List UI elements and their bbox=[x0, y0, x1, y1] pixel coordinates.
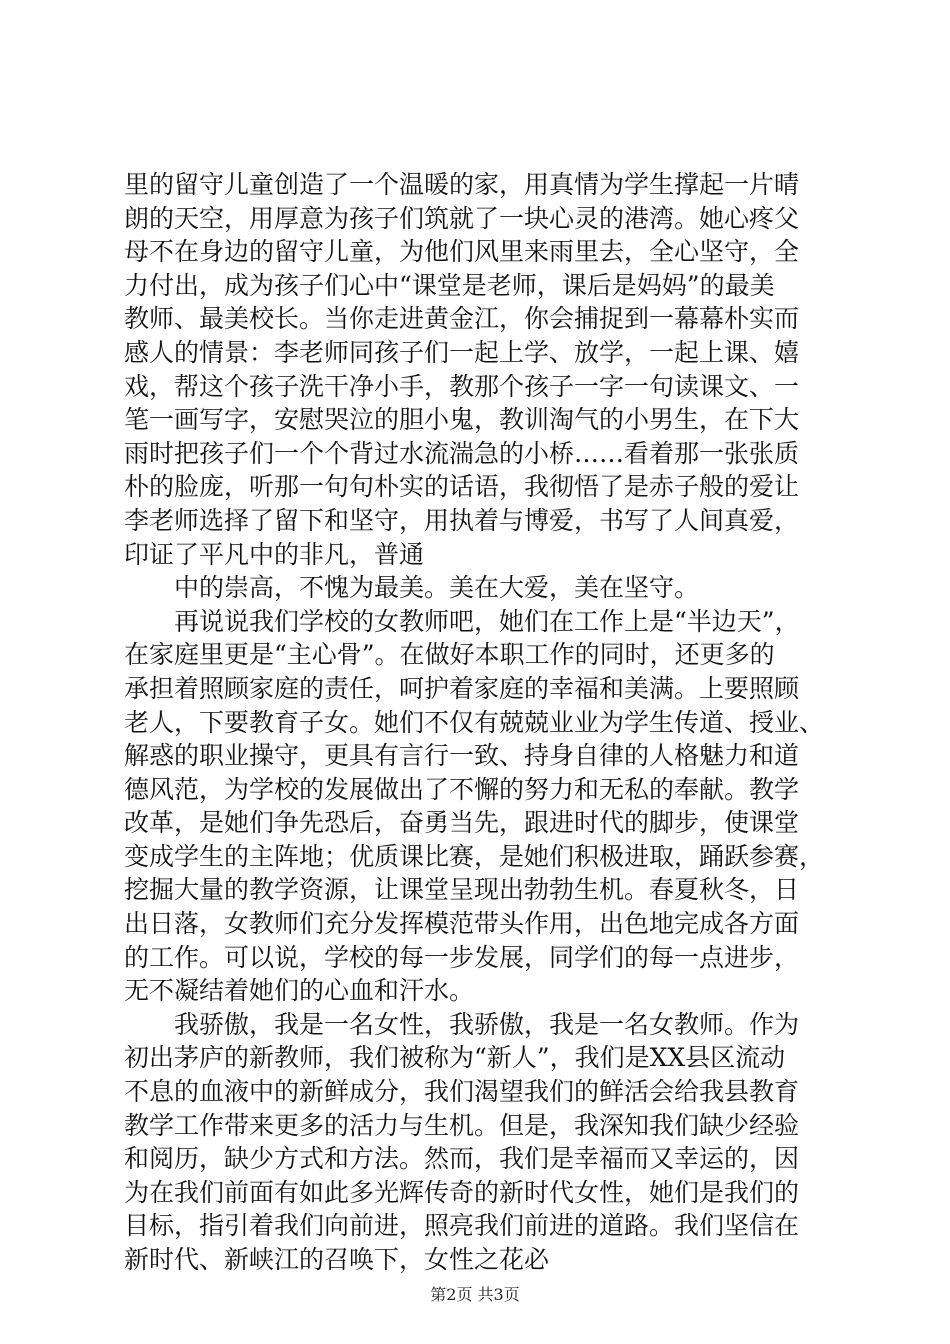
text-line: 老人，下要教育子女。她们不仅有兢兢业业为学生传道、授业、 bbox=[124, 707, 825, 737]
text-line: 解惑的职业操守，更具有言行一致、持身自律的人格魅力和道 bbox=[124, 741, 800, 771]
text-line: 再说说我们学校的女教师吧，她们在工作上是“半边天”， bbox=[174, 606, 800, 636]
text-line: 印证了平凡中的非凡，普通 bbox=[124, 539, 425, 569]
text-line: 教学工作带来更多的活力与生机。但是，我深知我们缺少经验 bbox=[124, 1110, 800, 1140]
text-line: 承担着照顾家庭的责任，呵护着家庭的幸福和美满。上要照顾 bbox=[124, 673, 800, 703]
text-line: 不息的血液中的新鲜成分，我们渴望我们的鲜活会给我县教育 bbox=[124, 1077, 800, 1107]
document-body bbox=[124, 168, 850, 1277]
text-line: 教师、最美校长。当你走进黄金江，你会捕捉到一幕幕朴实而 bbox=[124, 304, 800, 334]
text-line: 改革，是她们争先恐后，奋勇当先，跟进时代的脚步，使课堂 bbox=[124, 808, 800, 838]
text-line: 的工作。可以说，学校的每一步发展，同学们的每一点进步， bbox=[124, 942, 800, 972]
text-line: 中的崇高，不愧为最美。美在大爱，美在坚守。 bbox=[174, 573, 700, 603]
text-line: 无不凝结着她们的心血和汗水。 bbox=[124, 976, 475, 1006]
text-line: 李老师选择了留下和坚守，用执着与博爱，书写了人间真爱， bbox=[124, 505, 800, 535]
text-line: 雨时把孩子们一个个背过水流湍急的小桥……看着那一张张质 bbox=[124, 438, 800, 468]
text-line: 我骄傲，我是一名女性，我骄傲，我是一名女教师。作为 bbox=[174, 1009, 800, 1039]
text-line: 在家庭里更是“主心骨”。在做好本职工作的同时，还更多的 bbox=[124, 640, 775, 670]
text-line: 新时代、新峡江的召唤下，女性之花必 bbox=[124, 1245, 550, 1274]
text-line: 挖掘大量的教学资源，让课堂呈现出勃勃生机。春夏秋冬，日 bbox=[124, 875, 800, 905]
text-line: 和阅历，缺少方式和方法。然而，我们是幸福而又幸运的，因 bbox=[124, 1144, 800, 1174]
text-line: 初出茅庐的新教师，我们被称为“新人”，我们是XX县区流动 bbox=[124, 1043, 786, 1073]
text-line: 母不在身边的留守儿童，为他们风里来雨里去，全心坚守，全 bbox=[124, 237, 800, 267]
text-line: 德风范，为学校的发展做出了不懈的努力和无私的奉献。教学 bbox=[124, 774, 800, 804]
text-line: 目标，指引着我们向前进，照亮我们前进的道路。我们坚信在 bbox=[124, 1211, 800, 1241]
page-number-footer: 第2页 共3页 bbox=[430, 1285, 520, 1304]
text-line: 感人的情景：李老师同孩子们一起上学、放学，一起上课、嬉 bbox=[124, 337, 800, 367]
text-line: 里的留守儿童创造了一个温暖的家，用真情为学生撑起一片晴 bbox=[124, 170, 800, 199]
text-line: 朗的天空，用厚意为孩子们筑就了一块心灵的港湾。她心疼父 bbox=[124, 203, 800, 233]
text-line: 朴的脸庞，听那一句句朴实的话语，我彻悟了是赤子般的爱让 bbox=[124, 472, 800, 502]
text-line: 力付出，成为孩子们心中“课堂是老师，课后是妈妈”的最美 bbox=[124, 270, 775, 300]
text-line: 戏，帮这个孩子洗干净小手，教那个孩子一字一句读课文、一 bbox=[124, 371, 800, 401]
text-line: 笔一画写字，安慰哭泣的胆小鬼，教训淘气的小男生，在下大 bbox=[124, 405, 800, 435]
text-line: 变成学生的主阵地；优质课比赛，是她们积极进取，踊跃参赛， bbox=[124, 841, 825, 871]
text-line: 出日落，女教师们充分发挥模范带头作用，出色地完成各方面 bbox=[124, 909, 800, 939]
text-line: 为在我们前面有如此多光辉传奇的新时代女性，她们是我们的 bbox=[124, 1177, 800, 1207]
